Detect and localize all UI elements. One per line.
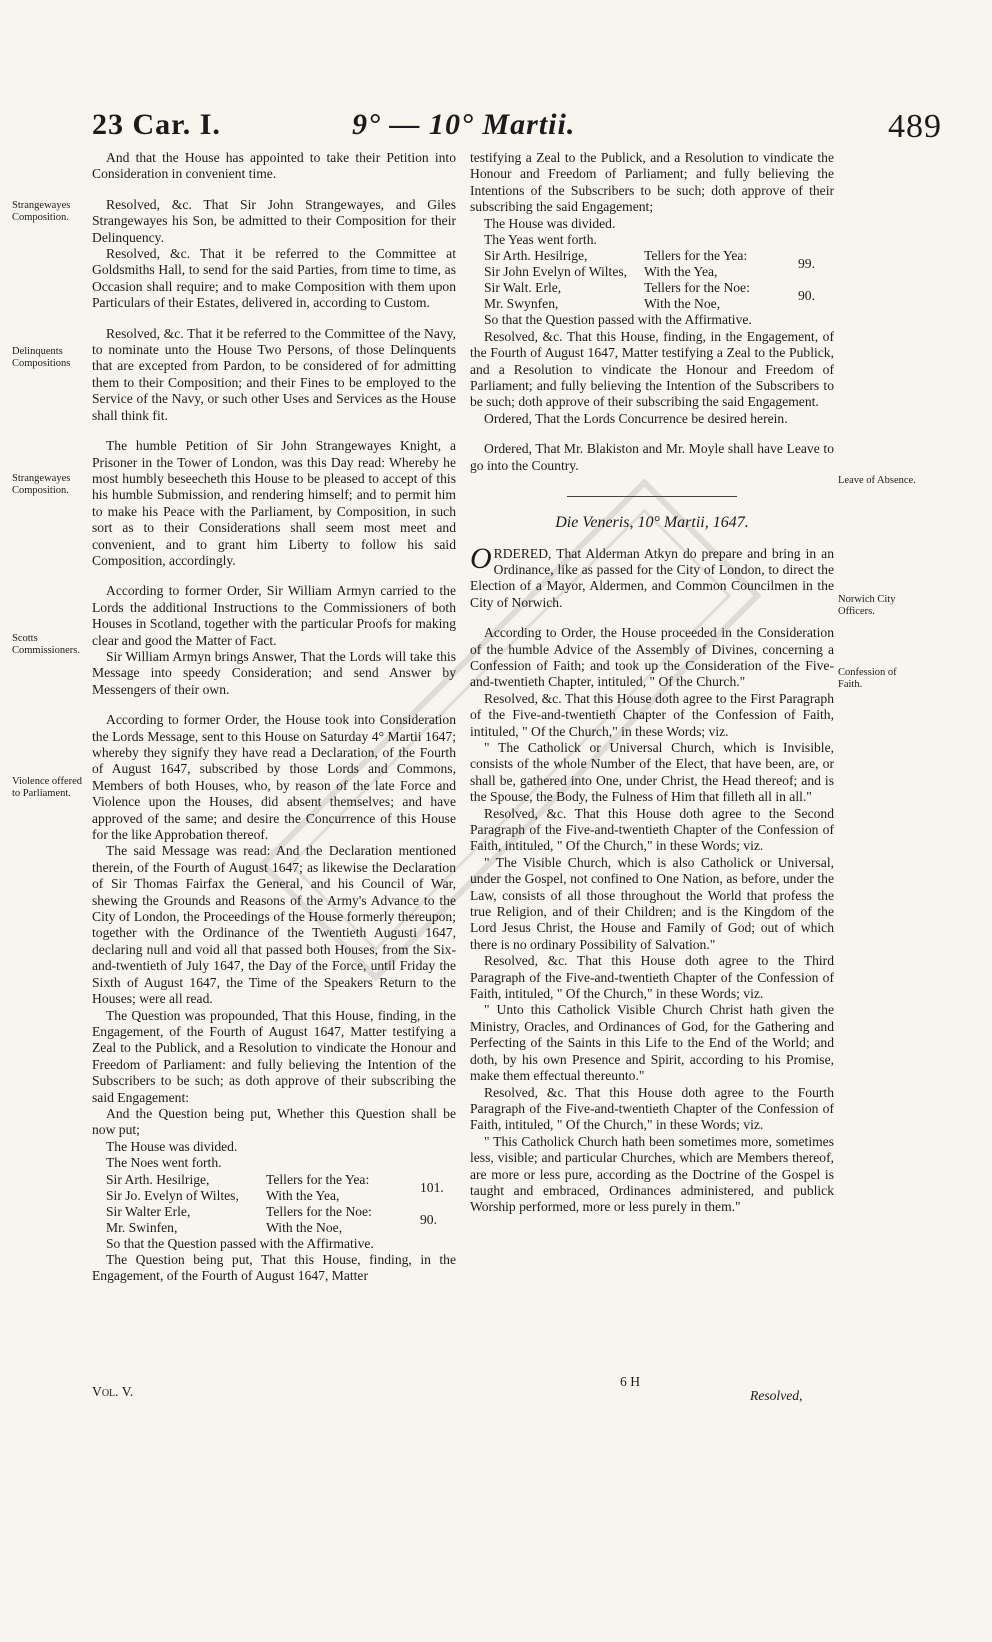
side-note-strangewayes-composition-2: Strangewayes Composition. — [12, 473, 71, 496]
teller-name: Sir John Evelyn of Wiltes, — [484, 264, 628, 280]
teller-role: With the Noe, — [266, 1219, 343, 1235]
signature-mark: 6 H — [620, 1374, 641, 1389]
paragraph: The Question was propounded, That this House, finding, in the Engagement, of the Fourth of August 1647, Matter testifying a Zeal to the Publick, and a Resolution to vindicate the Honour and Freedom of Parliament: and fully believing the Intention of the Subscribers to be such; as doth approve of their subscribing the said Engagement: — [92, 1007, 456, 1105]
paragraph: The House was divided. — [106, 1138, 238, 1154]
side-note-delinquents-compositions: Delinquents Compositions — [12, 346, 71, 369]
tellers-table — [470, 248, 834, 312]
side-note-violence-parliament: Violence offered to Parliament. — [12, 776, 83, 799]
teller-name: Sir Jo. Evelyn of Wiltes, — [106, 1187, 239, 1203]
paragraph: Resolved, &c. That this House doth agree to the Fourth Paragraph of the Five-and-twentieth Chapter of the Confession of Faith, intituled, " Of the Church," in these Words; viz. — [470, 1084, 834, 1133]
side-note-strangewayes-composition: Strangewayes Composition. — [12, 200, 71, 223]
side-note-norwich-city-officers: Norwich City Officers. — [838, 594, 896, 617]
teller-name: Sir Walter Erle, — [106, 1203, 191, 1219]
side-note-confession-of-faith: Confession of Faith. — [838, 667, 897, 690]
paragraph: The humble Petition of Sir John Strangewayes Knight, a Prisoner in the Tower of London, was this Day read: Whereby he most humbly beseecheth this House to be pleased to accept of this his humble Submission, and rendering himself; and to permit him to make his Peace with the Parliament, by Composition, in such sort as to their Considerations shall seem most meet and convenient, and to grant him Liberty to follow his said Composition, accordingly. — [92, 438, 456, 568]
paragraph: So that the Question passed with the Affirmative. — [484, 312, 752, 328]
left-column — [92, 150, 456, 1285]
paragraph: " This Catholick Church hath been sometimes more, sometimes less, visible; and particular Churches, which are Members thereof, are more or less pure, according as the Doctrine of the Gospel is taught and embraced, Ordinances administered, and publick Worship performed, more or less purely in them." — [470, 1133, 834, 1215]
paragraph: And that the House has appointed to take their Petition into Consideration in convenient time. — [92, 150, 456, 182]
running-head-dates: 9° — 10° Martii. — [352, 108, 576, 141]
tellers-table — [92, 1172, 456, 1236]
teller-name: Mr. Swinfen, — [106, 1219, 178, 1235]
paragraph: The Noes went forth. — [106, 1155, 222, 1171]
paragraph: Resolved, &c. That this House doth agree to the Second Paragraph of the Five-and-twentieth Chapter of the Confession of Faith, intituled, " Of the Church," in these Words; viz. — [470, 805, 834, 854]
paragraph: Ordered, That the Lords Concurrence be desired herein. — [484, 410, 788, 426]
paragraph: The Yeas went forth. — [484, 232, 597, 248]
paragraph: So that the Question passed with the Affirmative. — [106, 1235, 374, 1251]
side-note-leave-of-absence: Leave of Absence. — [838, 475, 916, 486]
yea-count: 101. — [420, 1179, 444, 1195]
paragraph: According to Order, the House proceeded in the Consideration of the humble Advice of the Assembly of Divines, concerning a Confession of Faith; and took up the Consideration of the Five-and-twentieth Chapter, intituled, " Of the Church." — [470, 625, 834, 690]
paragraph: " The Visible Church, which is also Catholick or Universal, under the Gospel, not confined to One Nation, as before, under the Law, consists of all those throughout the World that profess the true Religion, and of their Children; and is the Kingdom of the Lord Jesus Christ, the House and Family of God; out of which there is no ordinary Possibility of Salvation." — [470, 854, 834, 952]
paragraph: Sir William Armyn brings Answer, That the Lords will take this Message into speedy Consideration; and send Answer by Messengers of their own. — [92, 648, 456, 697]
side-note-scotts-commissioners: Scotts Commissioners. — [12, 633, 80, 656]
teller-role: Tellers for the Noe: — [266, 1203, 372, 1219]
paragraph: Resolved, &c. That this House, finding, in the Engagement, of the Fourth of August 1647, Matter testifying a Zeal to the Publick, and a Resolution to vindicate the Honour and Freedom of Parliament; and fully believing the Intention of the Subscribers to be such; doth approve of their subscribing the said Engagement. — [470, 328, 834, 410]
teller-role: Tellers for the Noe: — [644, 280, 750, 296]
noe-count: 90. — [798, 288, 815, 304]
page-number: 489 — [888, 108, 942, 145]
paragraph: " Unto this Catholick Visible Church Christ hath given the Ministry, Oracles, and Ordinances of God, for the Gathering and Perfecting of the Saints in this Life to the End of the World; and doth, by his own Presence and Spirit, according to his Promise, make them effectual thereunto." — [470, 1002, 834, 1084]
teller-name: Sir Arth. Hesilrige, — [106, 1171, 210, 1187]
paragraph: Resolved, &c. That this House doth agree to the Third Paragraph of the Five-and-twentieth Chapter of the Confession of Faith, intituled, " Of the Church," in these Words; viz. — [470, 953, 834, 1002]
day-heading: Die Veneris, 10° Martii, 1647. — [555, 514, 749, 532]
teller-name: Mr. Swynfen, — [484, 296, 559, 312]
paragraph: " The Catholick or Universal Church, which is Invisible, consists of the whole Number of the Elect, that have been, are, or shall be, gathered into One, under Christ, the Head thereof; and is the Spouse, the Body, the Fulness of Him that filleth all in all." — [470, 739, 834, 805]
paragraph-text: RDERED, That Alderman Atkyn do prepare and bring in an Ordinance, like as passed for the City of London, to direct the Election of a Mayor, Aldermen, and Common Councilmen in the City of Norwich. — [470, 545, 834, 610]
teller-role: With the Yea, — [644, 264, 718, 280]
noe-count: 90. — [420, 1211, 437, 1227]
paragraph: Resolved, &c. That it be referred to the Committee of the Navy, to nominate unto the House Two Persons, of those Delinquents that are excepted from Pardon, to be considered of for admitting them to their Composition; and their Fines to be employed to the Service of the Navy, or such other Uses and Services as the House shall think fit. — [92, 325, 456, 423]
paragraph: According to former Order, the House took into Consideration the Lords Message, sent to this House on Saturday 4° Martii 1647; whereby they signify they have read a Declaration, of the Fourth of August 1647, subscribed by those Lords and Commons, Members of both Houses, who, by reason of the late Force and Violence upon the Houses, did absent themselves; and have approved of the same; and desire the Concurrence of this House for the like Approbation thereof. — [92, 712, 456, 843]
teller-role: With the Yea, — [266, 1187, 340, 1203]
paragraph: testifying a Zeal to the Publick, and a Resolution to vindicate the Honour and Freedom of Parliament; and fully believing the Intentions of the Subscribers to be such; doth approve of their subscribing the said Engagement; — [470, 150, 834, 215]
paragraph: The House was divided. — [484, 215, 616, 231]
teller-role: Tellers for the Yea: — [266, 1171, 370, 1187]
volume-label: Vol. V. — [92, 1384, 134, 1399]
paragraph — [470, 541, 834, 612]
yea-count: 99. — [798, 256, 815, 272]
teller-name: Sir Arth. Hesilrige, — [484, 248, 588, 264]
drop-cap: O — [470, 541, 492, 575]
paragraph: Resolved, &c. That this House doth agree to the First Paragraph of the Five-and-twentieth Chapter of the Confession of Faith, intituled, " Of the Church," in these Words; viz. — [470, 690, 834, 739]
catchword: Resolved, — [750, 1388, 803, 1403]
section-divider — [567, 496, 737, 497]
paragraph: The said Message was read: And the Declaration mentioned therein, of the Fourth of August 1647; as likewise the Declaration of Sir Thomas Fairfax the General, and his Council of War, shewing the Grounds and Reasons of the Army's Advance to the City of London, the Proceedings of the House formerly thereupon; together with the Ordinance of the Twentieth Augusti 1647, declaring null and void all that passed both Houses, from the Six-and-twentieth of July 1647, the Day of the Force, until Friday the Sixth of August 1647, the Time of the Speakers Return to the Houses; were all read. — [92, 843, 456, 1007]
paragraph: Resolved, &c. That it be referred to the Committee at Goldsmiths Hall, to send for the said Parties, from time to time, as Occasion shall require; and to make Composition with them upon Particulars of their Estates, delivered in, according to Custom. — [92, 246, 456, 311]
paragraph: And the Question being put, Whether this Question shall be now put; — [92, 1105, 456, 1138]
paragraph: The Question being put, That this House, finding, in the Engagement, of the Fourth of August 1647, Matter — [92, 1251, 456, 1284]
right-column — [470, 150, 834, 1216]
teller-role: Tellers for the Yea: — [644, 248, 748, 264]
paragraph: According to former Order, Sir William Armyn carried to the Lords the additional Instructions to the Commissioners of both Houses in Scotland, together with the particular Proofs for making clear and good the Matter of Fact. — [92, 583, 456, 648]
teller-name: Sir Walt. Erle, — [484, 280, 562, 296]
paragraph: Resolved, &c. That Sir John Strangewayes, and Giles Strangewayes his Son, be admitted to their Composition for their Delinquency. — [92, 196, 456, 245]
teller-role: With the Noe, — [644, 296, 721, 312]
running-head-regnal-year: 23 Car. I. — [92, 108, 221, 141]
paragraph: Ordered, That Mr. Blakiston and Mr. Moyle shall have Leave to go into the Country. — [470, 441, 834, 473]
